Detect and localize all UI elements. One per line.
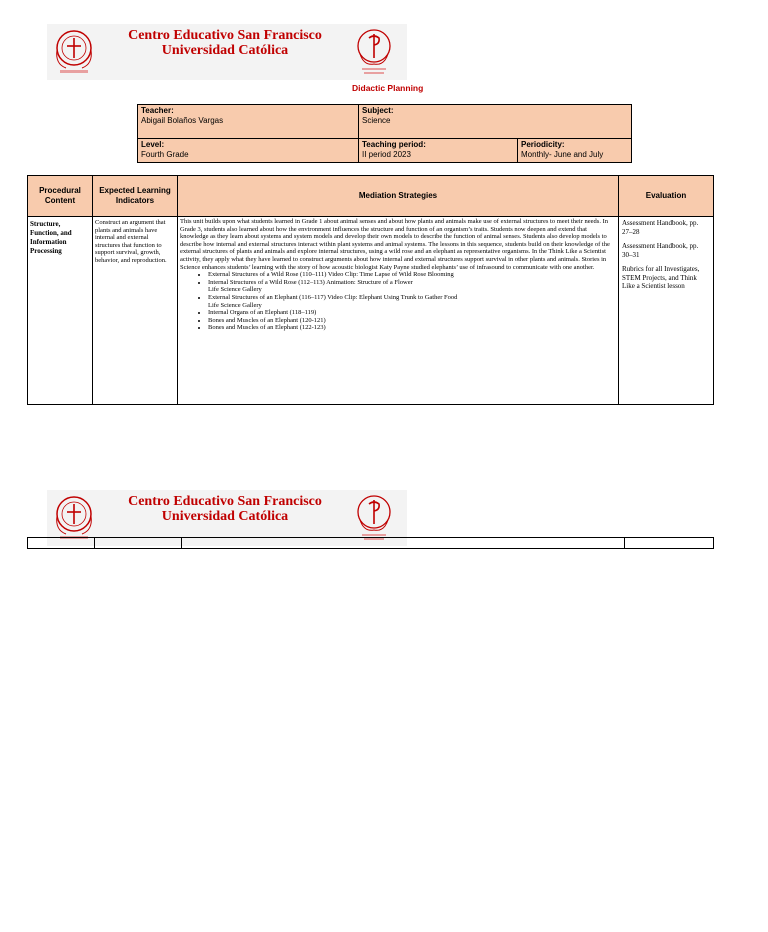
periodicity-value: Monthly- June and July	[521, 150, 604, 159]
activity-gallery: Life Science Gallery	[208, 301, 262, 309]
activity-title: External Structures of an Elephant (116–117) Video Clip: Elephant Using Trunk to Gather Food	[208, 293, 458, 301]
periodicity-cell	[518, 139, 632, 163]
level-value: Fourth Grade	[141, 150, 189, 159]
school-seal-logo	[52, 26, 96, 76]
activity-title: Bones and Muscles of an Elephant (122-123)	[208, 324, 326, 332]
empty-cell	[28, 538, 95, 549]
school-name	[120, 494, 330, 524]
university-seal-logo	[352, 492, 396, 542]
teacher-cell	[138, 105, 359, 139]
school-seal-logo	[52, 492, 96, 542]
empty-cell	[95, 538, 182, 549]
teaching-period-cell	[359, 139, 518, 163]
list-item	[208, 294, 616, 309]
planning-table-continued	[27, 537, 714, 549]
school-name-line1: Centro Educativo San Francisco	[128, 494, 322, 509]
school-name-line1: Centro Educativo San Francisco	[128, 28, 322, 43]
periodicity-label: Periodicity:	[521, 140, 565, 149]
activity-title: Internal Structures of a Wild Rose (112–113) Animation: Structure of a Flower	[208, 278, 413, 286]
header-evaluation: Evaluation	[619, 176, 714, 217]
activity-title: Bones and Muscles of an Elephant (120-121)	[208, 316, 326, 324]
teaching-period-value: II period 2023	[362, 150, 411, 159]
empty-cell	[182, 538, 625, 549]
planning-table	[27, 175, 714, 405]
teacher-value: Abigail Bolaños Vargas	[141, 116, 224, 125]
subject-value: Science	[362, 116, 391, 125]
list-item	[208, 309, 616, 317]
empty-cell	[625, 538, 714, 549]
header-expected-learning-indicators: Expected Learning Indicators	[93, 176, 178, 217]
header-procedural-content: Procedural Content	[28, 176, 93, 217]
university-seal-logo	[352, 26, 396, 76]
mediation-activity-list	[180, 271, 616, 332]
subject-label: Subject:	[362, 106, 394, 115]
mediation-description: This unit builds upon what students learned in Grade 1 about animal senses and about how plants and animals make use of external structures to meet their needs. In Grade 3, students also learned about how the environment influences the structure and function of an organism’s traits. Students now deepen and extend that knowledge as they learn about systems and system models and develop their own models to describe the function of animal senses. Students also develop models to describe how internal and external structures interact within plant systems and animal systems. The lessons in this sequence, students build on their knowledge of the external structures of plants and animals and explore internal structures, using a wild rose and an elephant as representative organisms. In the Think Like a Scientist activity, they apply what they have learned to construct arguments about how internal and external structures support survival in other plants and animals. Stories in Science enhances students’ learning with the story of how acoustic biologist Katy Payne studied elephants’ use of infrasound to communicate with one another.	[180, 218, 610, 271]
level-label: Level:	[141, 140, 165, 149]
procedural-content-cell: Structure, Function, and Information Processing	[28, 217, 93, 405]
school-name-line2: Universidad Católica	[161, 43, 289, 58]
school-name-line2: Universidad Católica	[161, 509, 289, 524]
evaluation-item: Assessment Handbook, pp. 27–28	[622, 219, 699, 236]
activity-title: External Structures of a Wild Rose (110–111) Video Clip: Time Lapse of Wild Rose Blooming	[208, 271, 454, 279]
activity-gallery: Life Science Gallery	[208, 286, 262, 294]
list-item	[208, 271, 616, 279]
level-cell	[138, 139, 359, 163]
evaluation-item: Assessment Handbook, pp. 30–31	[622, 242, 699, 259]
list-item	[208, 324, 616, 332]
subject-cell	[359, 105, 632, 139]
evaluation-cell	[619, 217, 714, 405]
evaluation-item: Rubrics for all Investigates, STEM Projects, and Think Like a Scientist lesson	[622, 265, 700, 290]
page-header	[0, 24, 768, 84]
list-item	[208, 279, 616, 294]
learning-indicator-cell: Construct an argument that plants and animals have internal and external structures that function to support survival, growth, behavior, and reproduction.	[93, 217, 178, 405]
list-item	[208, 317, 616, 325]
teacher-label: Teacher:	[141, 106, 174, 115]
document-title: Didactic Planning	[352, 83, 424, 93]
info-table	[137, 104, 632, 163]
activity-title: Internal Organs of an Elephant (118–119)	[208, 309, 317, 317]
teaching-period-label: Teaching period:	[362, 140, 426, 149]
header-mediation-strategies: Mediation Strategies	[178, 176, 619, 217]
mediation-strategies-cell	[178, 217, 619, 405]
school-name	[120, 28, 330, 58]
